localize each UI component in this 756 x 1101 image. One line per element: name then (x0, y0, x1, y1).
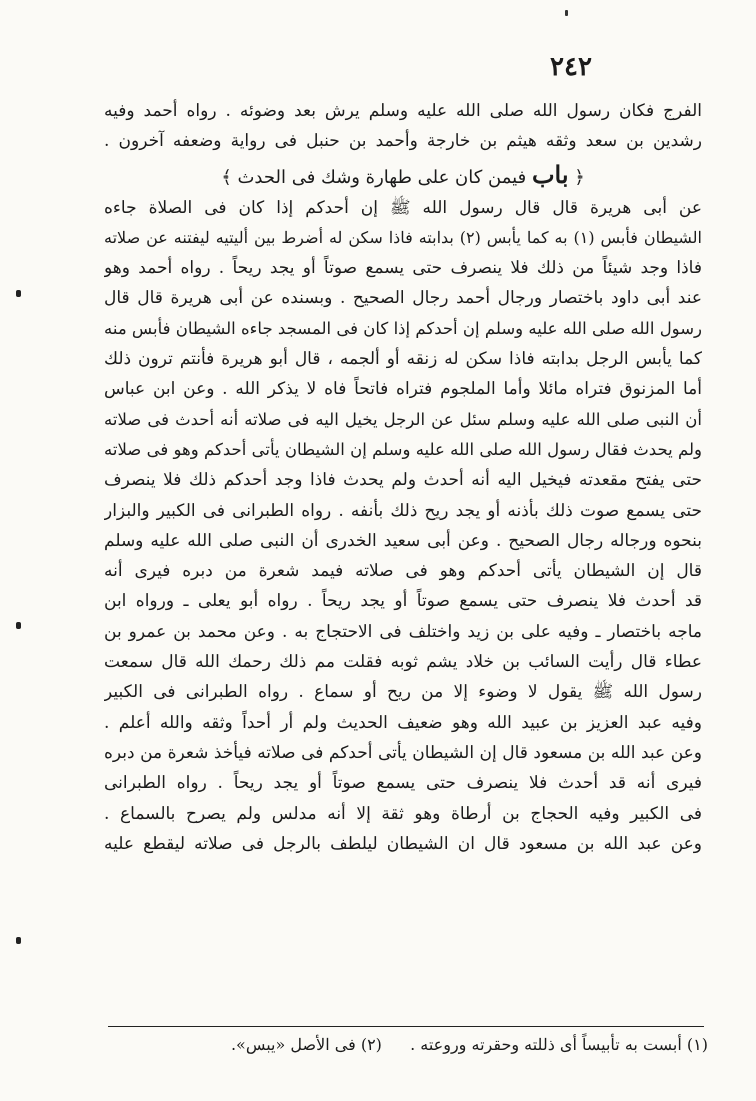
footnote-divider (108, 1026, 704, 1027)
text-line: رشدين بن سعد وثقه هيثم بن خارجة وأحمد بن حنبل فى رواية وضعفه آخرون . (104, 131, 702, 152)
footnote-2: (٢) فى الأصل «يبس». (230, 1035, 382, 1054)
footnote-1: (١) أبست به تأبيساً أى ذللته وحقرته وروعته . (410, 1035, 708, 1054)
text-line: وفيه عبد العزيز بن عبيد الله وهو ضعيف الحديث ولم أر أحداً وثقه والله أعلم . (104, 712, 702, 733)
margin-mark (16, 937, 21, 944)
top-dot-mark (565, 10, 568, 16)
text-line: الشيطان فأبس (١) به كما يأبس (٢) بدابته فاذا سكن له أضرط بين أليتيه ليفتنه عن صلاته (104, 227, 702, 247)
heading-title: فيمن كان على طهارة وشك فى الحدث (237, 166, 527, 188)
text-line: ماجه باختصار ـ وفيه على بن زيد واختلف فى الاحتجاج به . وعن محمد بن عمرو بن (104, 621, 702, 642)
text-line: حتى يفتح مقعدته فيخيل اليه أنه أحدث ولم يحدث فاذا وجد أحدكم ذلك فلا ينصرف (104, 470, 702, 491)
text-line: فى الكبير وفيه الحجاج بن أرطاة وهو ثقة إلا أنه مدلس ولم يصرح بالسماع . (104, 803, 702, 824)
text-line: رسول الله ﷺ يقول لا وضوء إلا من ريح أو سماع . رواه الطبرانى فى الكبير (104, 682, 702, 703)
text-line: أما المزنوق فتراه مائلا وأما الملجوم فتراه فاتحاً فاه لا يذكر الله . وعن ابن عباس (104, 379, 702, 400)
text-line: وعن عبد الله بن مسعود قال ان الشيطان ليلطف بالرجل فى صلاته ليقطع عليه (104, 833, 702, 854)
text-line: بنحوه ورجاله رجال الصحيح . وعن أبى سعيد الخدرى أن النبى صلى الله عليه وسلم (104, 530, 702, 551)
heading-bracket-close: ﴾ (221, 166, 232, 188)
text-line: عن أبى هريرة قال قال رسول الله ﷺ إن أحدكم إذا كان فى الصلاة جاءه (104, 197, 702, 218)
section-heading (104, 157, 702, 193)
main-text (104, 96, 702, 859)
text-line: أن النبى صلى الله عليه وسلم سئل عن الرجل يخيل اليه فى صلاته أنه أحدث فى صلاته (104, 409, 702, 429)
footnotes (120, 1030, 708, 1060)
text-line: رسول الله صلى الله عليه وسلم إن أحدكم إذا كان فى المسجد جاءه الشيطان فأبس منه (104, 318, 702, 338)
heading-bracket-open: ﴿ (574, 166, 585, 188)
text-line: قال إن الشيطان يأتى أحدكم وهو فى صلاته فيمد شعرة من دبره فيرى أنه (104, 561, 702, 582)
text-line: وعن عبد الله بن مسعود قال إن الشيطان يأتى أحدكم فى صلاته فيأخذ شعرة من دبره (104, 742, 702, 763)
margin-mark (16, 622, 21, 629)
page-number: ٢٤٢ (550, 52, 592, 82)
text-line: الفرج فكان رسول الله صلى الله عليه وسلم يرش بعد وضوئه . رواه أحمد وفيه (104, 101, 702, 121)
text-line: فاذا وجد شيئاً من ذلك فلا ينصرف حتى يسمع صوتاً أو يجد ريحاً . رواه أحمد وهو (104, 258, 702, 279)
heading-bab: باب (531, 159, 569, 189)
margin-mark (16, 290, 21, 297)
text-line: عطاء قال رأيت السائب بن خلاد يشم ثوبه فقلت مم ذلك رحمك الله قال سمعت (104, 652, 702, 673)
text-line: قد أحدث فلا ينصرف حتى يسمع صوتاً أو يجد ريحاً . رواه أبو يعلى ـ ورواه ابن (104, 591, 702, 612)
text-line: فيرى أنه قد أحدث فلا ينصرف حتى يسمع صوتاً أو يجد ريحاً . رواه الطبرانى (104, 773, 702, 794)
text-line: كما يأبس الرجل بدابته فاذا سكن له زنقه أو ألجمه ، قال أبو هريرة فأنتم ترون ذلك (104, 349, 702, 370)
text-line: عند أبى داود باختصار ورجال أحمد رجال الصحيح . وبسنده عن أبى هريرة قال قال (104, 288, 702, 309)
text-line: ولم يحدث فقال رسول الله صلى الله عليه وسلم إن الشيطان يأتى أحدكم وهو فى صلاته (104, 439, 702, 459)
text-line: حتى يسمع صوت ذلك بأذنه أو يجد ريح ذلك بأنفه . رواه الطبرانى فى الكبير والبزار (104, 500, 702, 521)
